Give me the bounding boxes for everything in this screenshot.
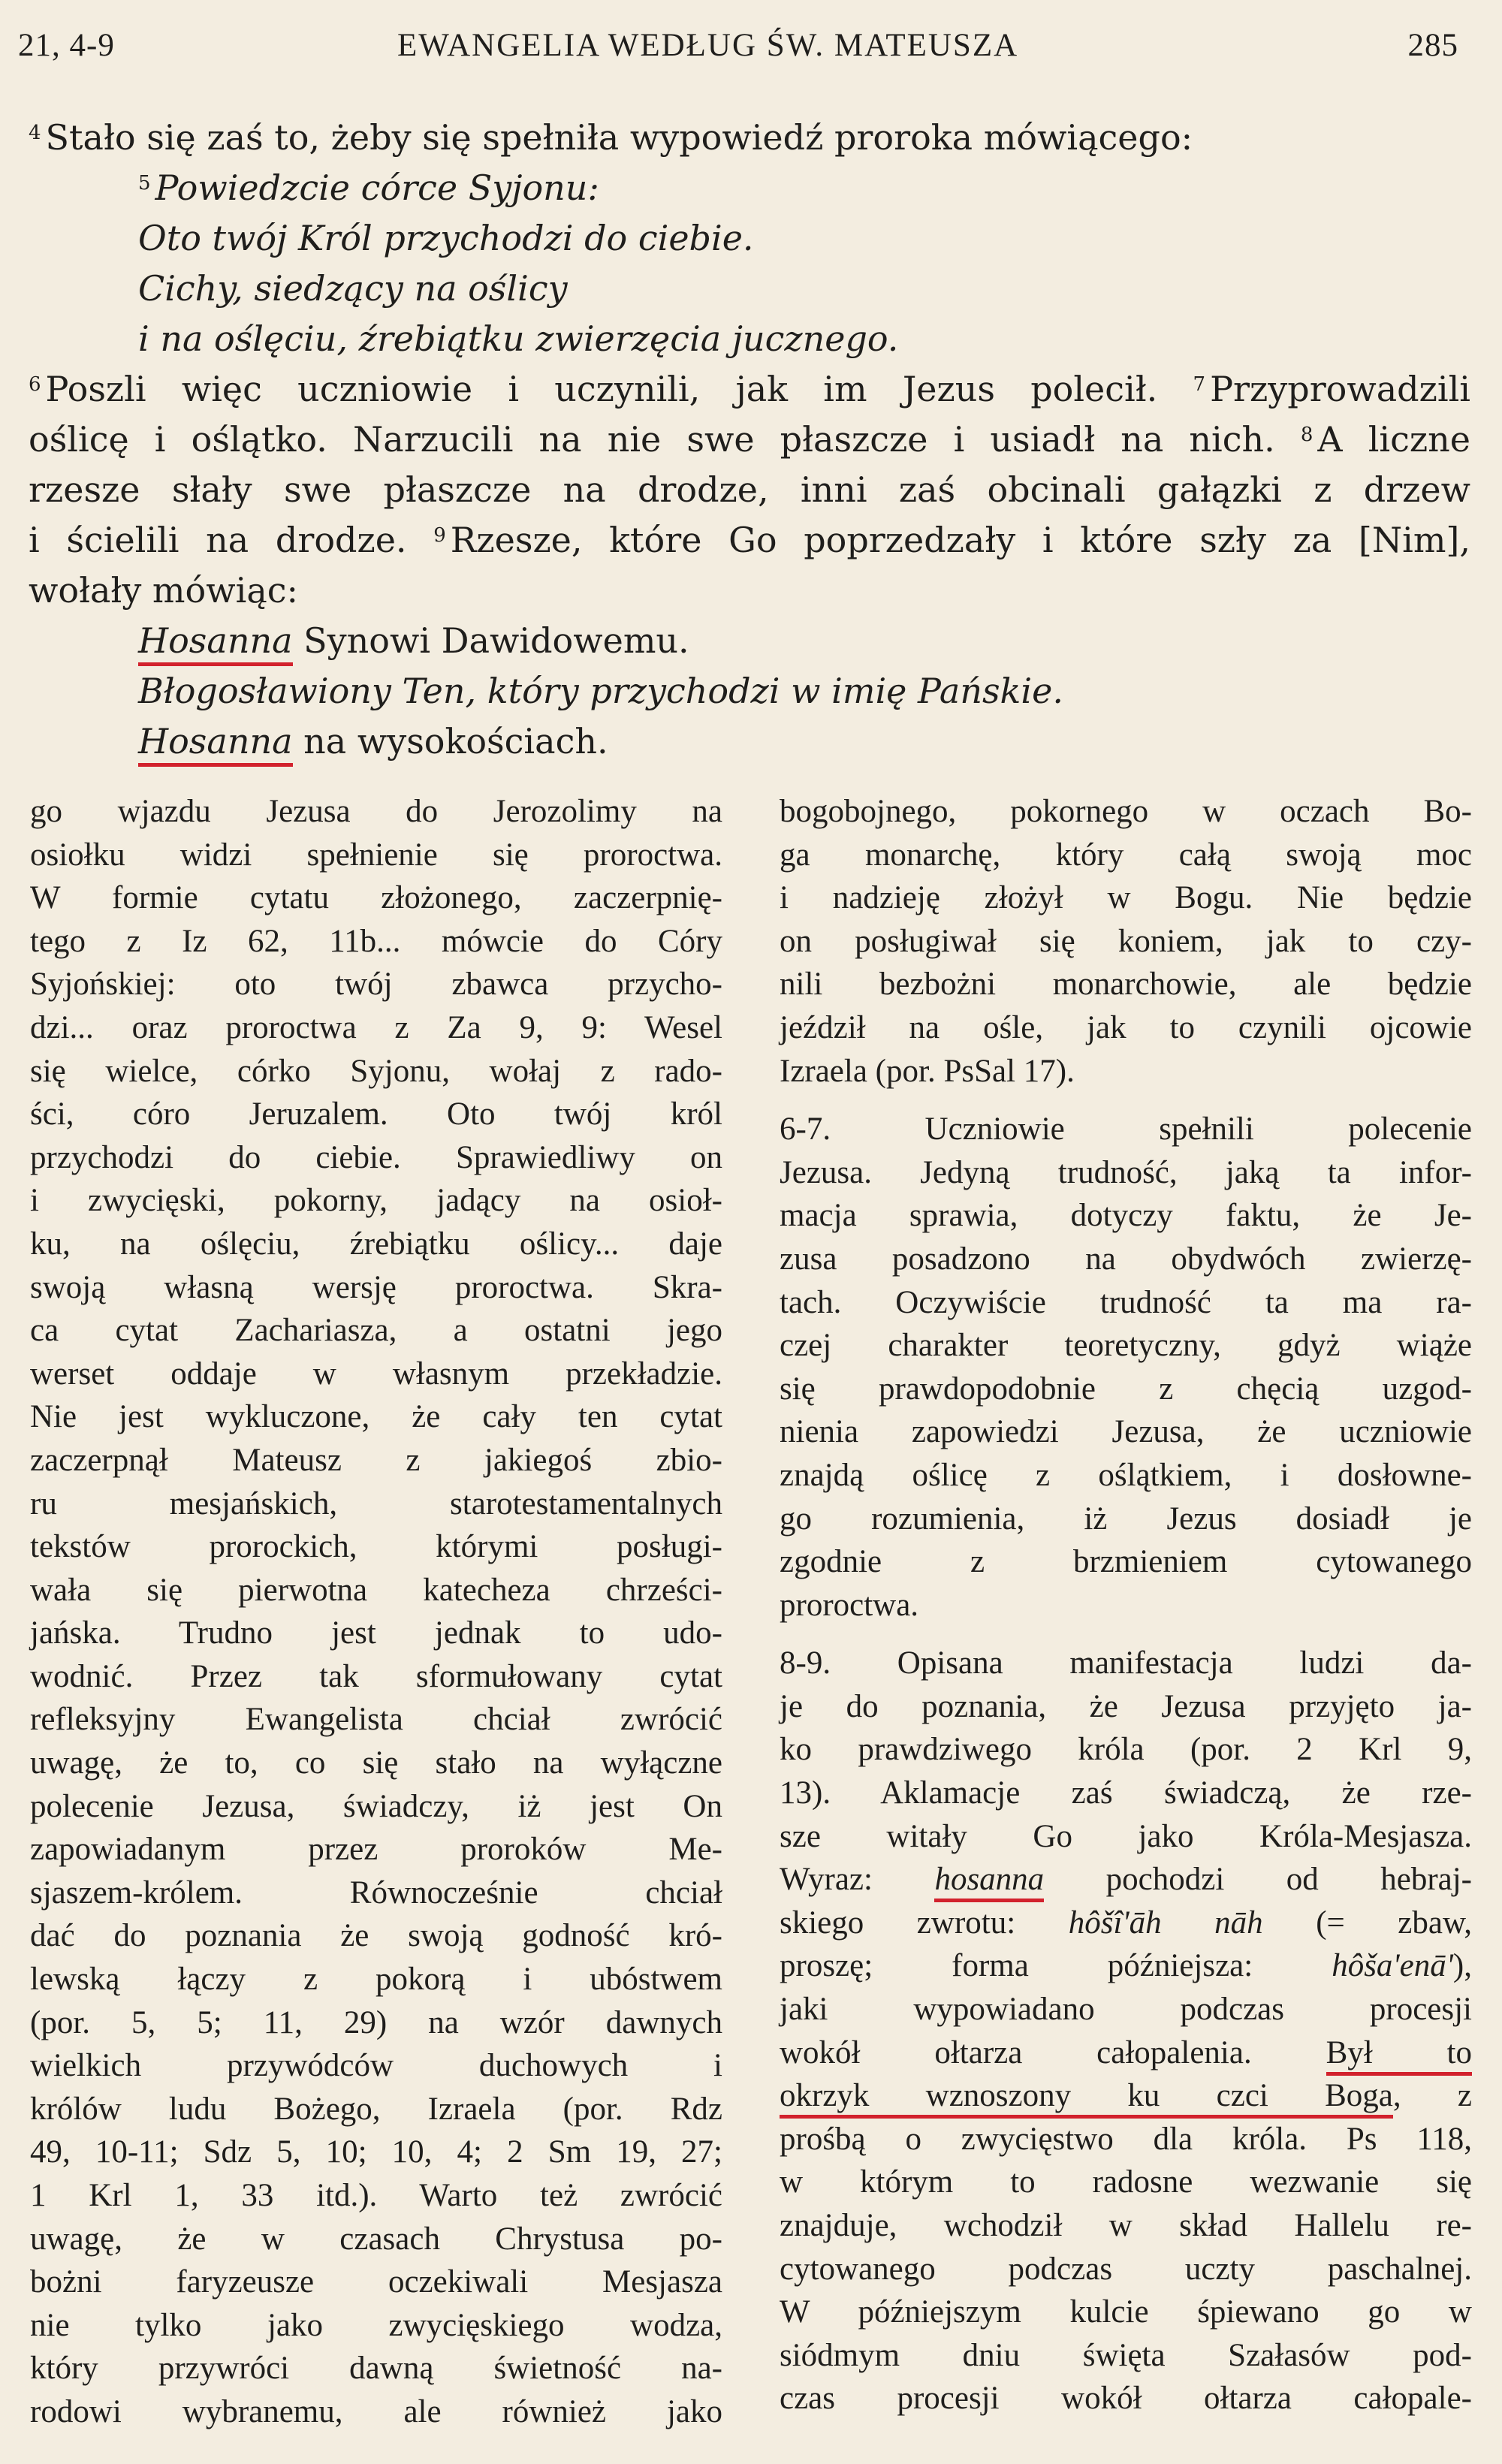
text-line: prośbą o zwycięstwo dla króla. Ps 118,: [780, 2121, 1472, 2157]
text-line: nie tylko jako zwycięskiego wodza,: [30, 2307, 722, 2343]
text-line: 8-9. Opisana manifestacja ludzi da-: [780, 1645, 1472, 1681]
text-line: macja sprawia, dotyczy faktu, że Je-: [780, 1198, 1472, 1234]
text-line: się wielce, córko Syjonu, wołaj z rado-: [30, 1053, 722, 1089]
text-line: swoją własną wersję proroctwa. Skra-: [30, 1269, 722, 1305]
acclamation-line-2: Błogosławiony Ten, który przychodzi w imię Pańskie.: [138, 671, 1063, 711]
text-line: czej charakter teoretyczny, gdyż wiąże: [780, 1328, 1472, 1364]
text-line: 49, 10-11; Sdz 5, 10; 10, 4; 2 Sm 19, 27;: [30, 2134, 722, 2170]
text-line: i zwycięski, pokorny, jadący na osioł-: [30, 1183, 722, 1219]
text-line: i nadzieję złożył w Bogu. Nie będzie: [780, 880, 1472, 916]
text-line: sjaszem-królem. Równocześnie chciał: [30, 1874, 722, 1911]
text-line: znajdą oślicę z oślątkiem, i dosłowne-: [780, 1457, 1472, 1493]
text-line: ści, córo Jeruzalem. Oto twój król: [30, 1096, 722, 1132]
text-line: ga monarchę, który całą swoją moc: [780, 837, 1472, 873]
text-line: rodowi wybranemu, ale również jako: [30, 2393, 722, 2429]
text-line: nili bezbożni monarchowie, ale będzie: [780, 967, 1472, 1003]
text-line: ca cytat Zachariasza, a ostatni jego: [30, 1313, 722, 1349]
text-line: Nie jest wykluczone, że cały ten cytat: [30, 1399, 722, 1435]
text-line: sze witały Go jako Króla-Mesjasza.: [780, 1818, 1472, 1854]
text-line: nienia zapowiedzi Jezusa, że uczniowie: [780, 1414, 1472, 1450]
text-line: bożni faryzeusze oczekiwali Mesjasza: [30, 2264, 722, 2300]
text-line: jańska. Trudno jest jednak to udo-: [30, 1615, 722, 1651]
text-line: werset oddaje w własnym przekładzie.: [30, 1356, 722, 1392]
verse-7-8-line: oślicę i oślątko. Narzucili na nie swe płaszcze i usiadł na nich. $^8$ A liczne: [29, 419, 1470, 460]
text-line: tach. Oczywiście trudność ta ma ra-: [780, 1284, 1472, 1320]
text-line: uwagę, że to, co się stało na wyłączne: [30, 1745, 722, 1781]
text-line: dać do poznania że swoją godność kró-: [30, 1918, 722, 1954]
line-jaki: jaki wypowiadano podczas procesji: [780, 1992, 1472, 2028]
text-line: znajduje, wchodził w skład Hallelu re-: [780, 2208, 1472, 2243]
paragraph-continuation: [780, 790, 1472, 1093]
text-line: zgodnie z brzmieniem cytowanego: [780, 1544, 1472, 1580]
hosanna-underlined: Hosanna: [138, 620, 293, 666]
text-line: zusa posadzono na obydwóch zwierzę-: [780, 1241, 1472, 1277]
text-line: 1 Krl 1, 33 itd.). Warto też zwrócić: [30, 2178, 722, 2213]
text-line: Izraela (por. PsSal 17).: [780, 1053, 1075, 1089]
commentary-right-column: [780, 790, 1472, 2420]
text-line: 6-7. Uczniowie spełnili polecenie: [780, 1111, 1472, 1148]
text-line: cytowanego podczas uczty paschalnej.: [780, 2251, 1472, 2287]
text-line: on posługiwał się koniem, jak to czy-: [780, 923, 1472, 959]
text-line: królów ludu Bożego, Izraela (por. Rdz: [30, 2091, 722, 2127]
text-line: go wjazdu Jezusa do Jerozolimy na: [30, 794, 722, 829]
text-line: Syjońskiej: oto twój zbawca przycho-: [30, 967, 722, 1003]
underlined-phrase: okrzyk wznoszony ku czci Boga: [780, 2078, 1393, 2119]
running-title: EWANGELIA WEDŁUG ŚW. MATEUSZA: [397, 28, 1019, 63]
text-line: refleksyjny Ewangelista chciał zwrócić: [30, 1702, 722, 1738]
line-wyraz: Wyraz: hosanna pochodzi od hebraj-: [780, 1858, 1472, 1902]
paragraph-8-9-continued: [780, 2118, 1472, 2420]
text-line: uwagę, że w czasach Chrystusa po-: [30, 2221, 722, 2257]
verse-5-line-4: i na oślęciu, źrebiątku zwierzęcia jucznego.: [138, 318, 899, 359]
verse-4: $^4$ Stało się zaś to, żeby się spełniła wypowiedź proroka mówiącego:: [29, 117, 1193, 158]
text-line: (por. 5, 5; 11, 29) na wzór dawnych: [30, 2004, 722, 2040]
text-line: ku, na oślęciu, źrebiątku oślicy... daje: [30, 1226, 722, 1262]
text-line: wielkich przywódców duchowych i: [30, 2048, 722, 2084]
text-line: osiołku widzi spełnienie się proroctwa.: [30, 837, 722, 873]
paragraph-8-9: [780, 1642, 1472, 1858]
text-line: czas procesji wokół ołtarza całopale-: [780, 2381, 1472, 2417]
acclamation-line-3: Hosanna na wysokościach.: [29, 716, 1470, 767]
text-line: lewską łączy z pokorą i ubóstwem: [30, 1962, 722, 1998]
commentary-left-column: [30, 790, 722, 2434]
text-line: siódmym dniu święta Szałasów pod-: [780, 2337, 1472, 2373]
text-line: zaczerpnął Mateusz z jakiegoś zbio-: [30, 1442, 722, 1478]
acclamation-line-1: Hosanna Synowi Dawidowemu.: [29, 616, 1470, 666]
text-line: wała się pierwotna katecheza chrześci-: [30, 1572, 722, 1608]
text-line: wodnić. Przez tak sformułowany cytat: [30, 1658, 722, 1694]
line-wokol: wokół ołtarza całopalenia. Był to: [780, 2031, 1472, 2075]
text-line: jeździł na ośle, jak to czynili ojcowie: [780, 1009, 1472, 1045]
verse-5-line-3: Cichy, siedzący na oślicy: [138, 268, 568, 309]
page-number: 285: [1407, 28, 1458, 63]
verse-6-7-line: $^6$ Poszli więc uczniowie i uczynili, jak im Jezus polecił. $^7$ Przyprowadzili: [29, 369, 1470, 409]
verse-8-9-line: i ścielili na drodze. $^9$ Rzesze, które Go poprzedzały i które szły za [Nim],: [29, 520, 1471, 560]
text-line: Jezusa. Jedyną trudność, jaką ta infor-: [780, 1154, 1472, 1190]
text-line: proroctwa.: [780, 1587, 919, 1623]
verse-8-line: rzesze słały swe płaszcze na drodze, inni zaś obcinali gałązki z drzew: [29, 469, 1470, 510]
underlined-phrase: Był to: [1326, 2035, 1472, 2076]
scripture-text: [29, 113, 1470, 767]
line-zwrotu: skiego zwrotu: hôšî'āh nāh (= zbaw,: [780, 1905, 1472, 1941]
hosanna-underlined: Hosanna: [138, 721, 293, 767]
paragraph-6-7: [780, 1108, 1472, 1627]
text-line: dzi... oraz proroctwa z Za 9, 9: Wesel: [30, 1009, 722, 1045]
hosanna-underlined: hosanna: [934, 1862, 1044, 1902]
text-line: się prawdopodobnie z chęcią uzgod-: [780, 1371, 1472, 1407]
text-line: przychodzi do ciebie. Sprawiedliwy on: [30, 1139, 722, 1175]
verse-9-line: wołały mówiąc:: [29, 570, 299, 611]
text-line: tekstów prorockich, którymi posługi-: [30, 1529, 722, 1565]
verse-5-line-2: Oto twój Król przychodzi do ciebie.: [138, 218, 754, 258]
text-line: W późniejszym kulcie śpiewano go w: [780, 2294, 1472, 2330]
line-prosze: proszę; forma późniejsza: hôša'enā'),: [780, 1948, 1472, 1984]
chapter-reference: 21, 4-9: [18, 28, 115, 63]
text-line: ko prawdziwego króla (por. 2 Krl 9,: [780, 1732, 1472, 1768]
text-line: w którym to radosne wezwanie się: [780, 2164, 1472, 2200]
verse-5-line-1: $^5$ Powiedzcie córce Syjonu:: [138, 167, 599, 208]
page-header: [18, 27, 1458, 72]
text-line: ru mesjańskich, starotestamentalnych: [30, 1485, 722, 1522]
text-line: który przywróci dawną świetność na-: [30, 2351, 722, 2387]
line-okrzyk: okrzyk wznoszony ku czci Boga, z: [780, 2074, 1472, 2118]
text-line: tego z Iz 62, 11b... mówcie do Córy: [30, 923, 722, 959]
text-line: W formie cytatu złożonego, zaczerpnię-: [30, 880, 722, 916]
text-line: polecenie Jezusa, świadczy, iż jest On: [30, 1788, 722, 1824]
text-line: je do poznania, że Jezusa przyjęto ja-: [780, 1688, 1472, 1724]
text-line: 13). Aklamacje zaś świadczą, że rze-: [780, 1775, 1472, 1811]
text-line: bogobojnego, pokornego w oczach Bo-: [780, 794, 1472, 829]
text-line: go rozumienia, iż Jezus dosiadł je: [780, 1500, 1472, 1537]
text-line: zapowiadanym przez proroków Me-: [30, 1832, 722, 1868]
